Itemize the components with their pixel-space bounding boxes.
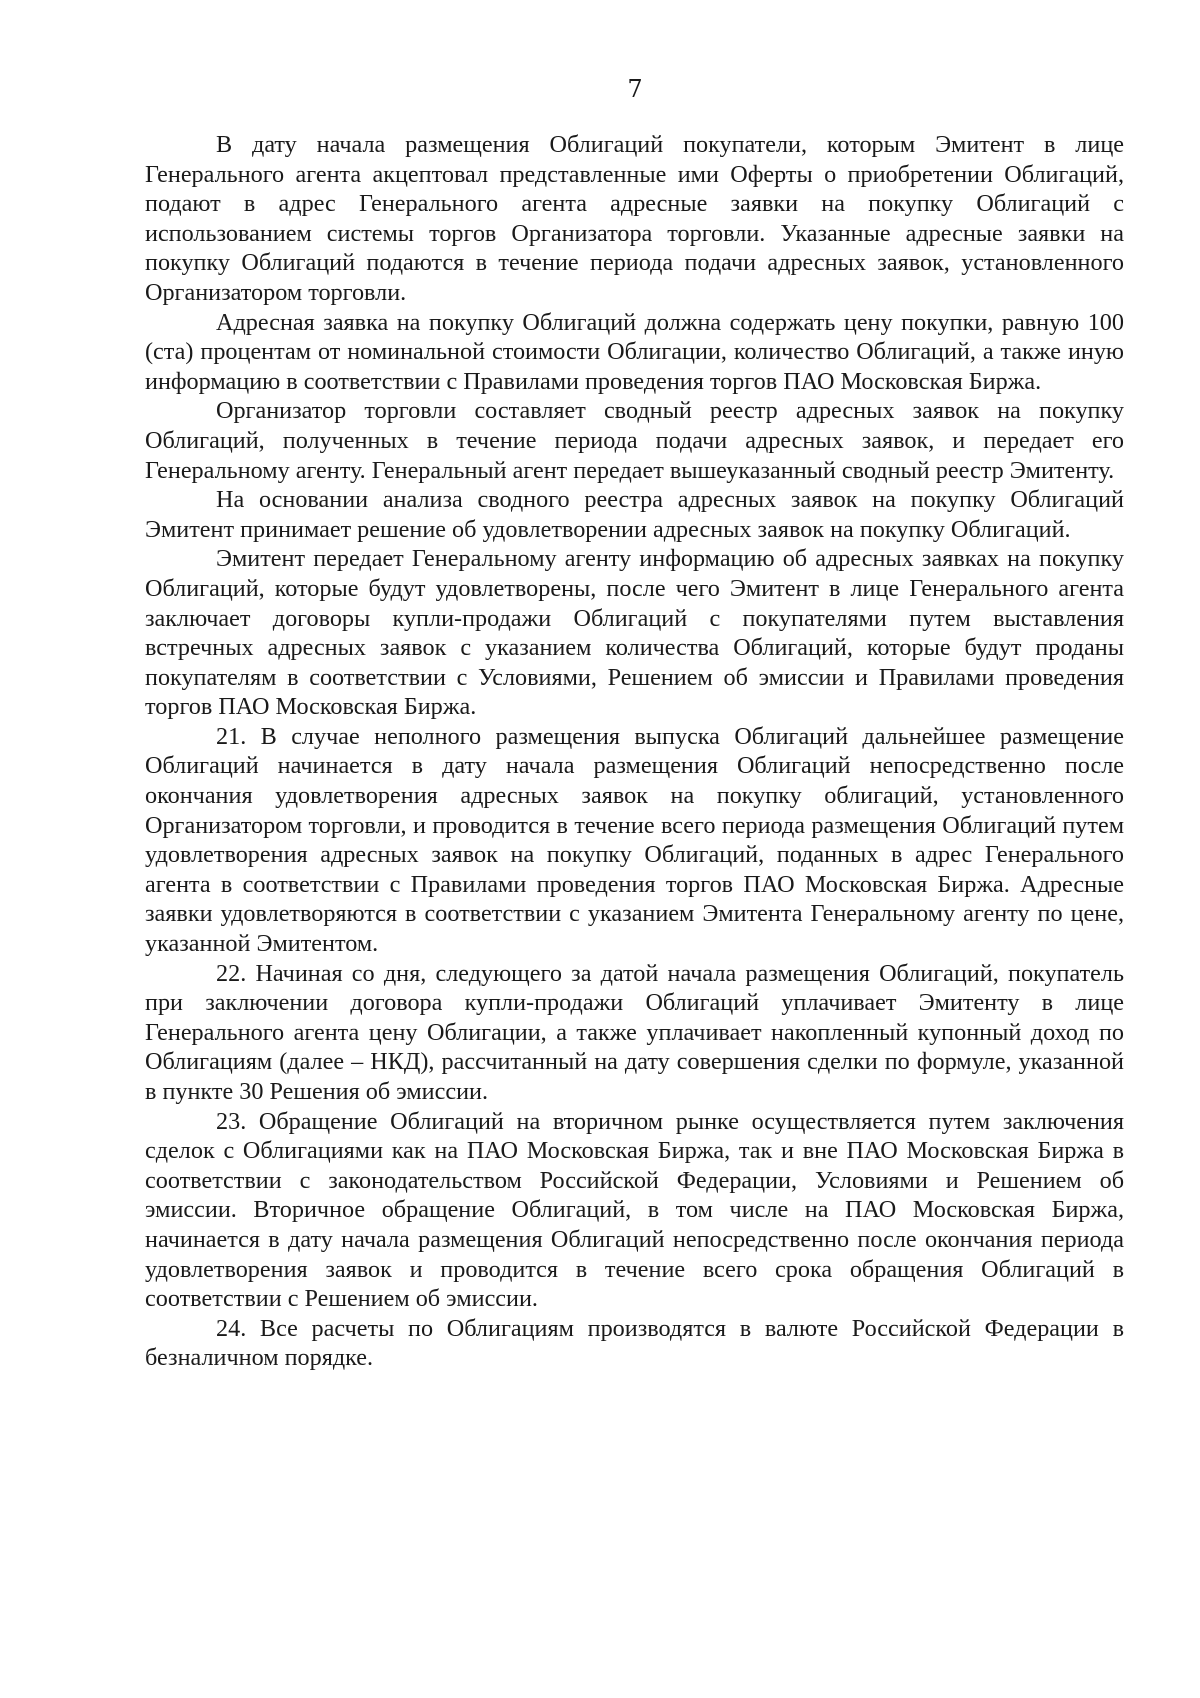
paragraph-item-22: 22. Начиная со дня, следующего за датой начала размещения Облигаций, покупатель при заключении договора купли-продажи Облигаций уплачивает Эмитенту в лице Генерального агента цену Облигации, а также уплачивает накопленный купонный доход по Облигациям (далее – НКД), рассчитанный на дату совершения сделки по формуле, указанной в пункте 30 Решения об эмиссии.	[145, 959, 1124, 1105]
paragraph-item-24: 24. Все расчеты по Облигациям производятся в валюте Российской Федерации в безналичном порядке.	[145, 1314, 1124, 1372]
paragraph-bid-submission: В дату начала размещения Облигаций покупатели, которым Эмитент в лице Генерального агента акцептовал представленные ими Оферты о приобретении Облигаций, подают в адрес Генерального агента адресные заявки на покупку Облигаций с использованием системы торгов Организатора торговли. Указанные адресные заявки на покупку Облигаций подаются в течение периода подачи адресных заявок, установленного Организатором торговли.	[145, 131, 1124, 306]
paragraph-bid-content: Адресная заявка на покупку Облигаций должна содержать цену покупки, равную 100 (ста) процентам от номинальной стоимости Облигации, количество Облигаций, а также иную информацию в соответствии с Правилами проведения торгов ПАО Московская Биржа.	[145, 308, 1124, 395]
paragraph-agent-contracts: Эмитент передает Генеральному агенту информацию об адресных заявках на покупку Облигаций, которые будут удовлетворены, после чего Эмитент в лице Генерального агента заключает договоры купли-продажи Облигаций с покупателями путем выставления встречных адресных заявок с указанием количества Облигаций, которые будут проданы покупателям в соответствии с Условиями, Решением об эмиссии и Правилами проведения торгов ПАО Московская Биржа.	[145, 545, 1124, 721]
page-number: 7	[627, 75, 643, 103]
paragraph-issuer-decision: На основании анализа сводного реестра адресных заявок на покупку Облигаций Эмитент принимает решение об удовлетворении адресных заявок на покупку Облигаций.	[145, 486, 1124, 543]
paragraph-consolidated-register: Организатор торговли составляет сводный реестр адресных заявок на покупку Облигаций, полученных в течение периода подачи адресных заявок, и передает его Генеральному агенту. Генеральный агент передает вышеуказанный сводный реестр Эмитенту.	[145, 397, 1124, 484]
document-body	[145, 130, 1124, 1373]
paragraph-item-23: 23. Обращение Облигаций на вторичном рынке осуществляется путем заключения сделок с Облигациями как на ПАО Московская Биржа, так и вне ПАО Московская Биржа в соответствии с законодательством Российской Федерации, Условиями и Решением об эмиссии. Вторичное обращение Облигаций, в том числе на ПАО Московская Биржа, начинается в дату начала размещения Облигаций непосредственно после окончания периода удовлетворения заявок и проводится в течение всего срока обращения Облигаций в соответствии с Решением об эмиссии.	[145, 1107, 1124, 1313]
paragraph-item-21: 21. В случае неполного размещения выпуска Облигаций дальнейшее размещение Облигаций начинается в дату начала размещения Облигаций непосредственно после окончания удовлетворения адресных заявок на покупку облигаций, установленного Организатором торговли, и проводится в течение всего периода размещения Облигаций путем удовлетворения адресных заявок на покупку Облигаций, поданных в адрес Генерального агента в соответствии с Правилами проведения торгов ПАО Московская Биржа. Адресные заявки удовлетворяются в соответствии с указанием Эмитента Генеральному агенту по цене, указанной Эмитентом.	[145, 722, 1124, 958]
